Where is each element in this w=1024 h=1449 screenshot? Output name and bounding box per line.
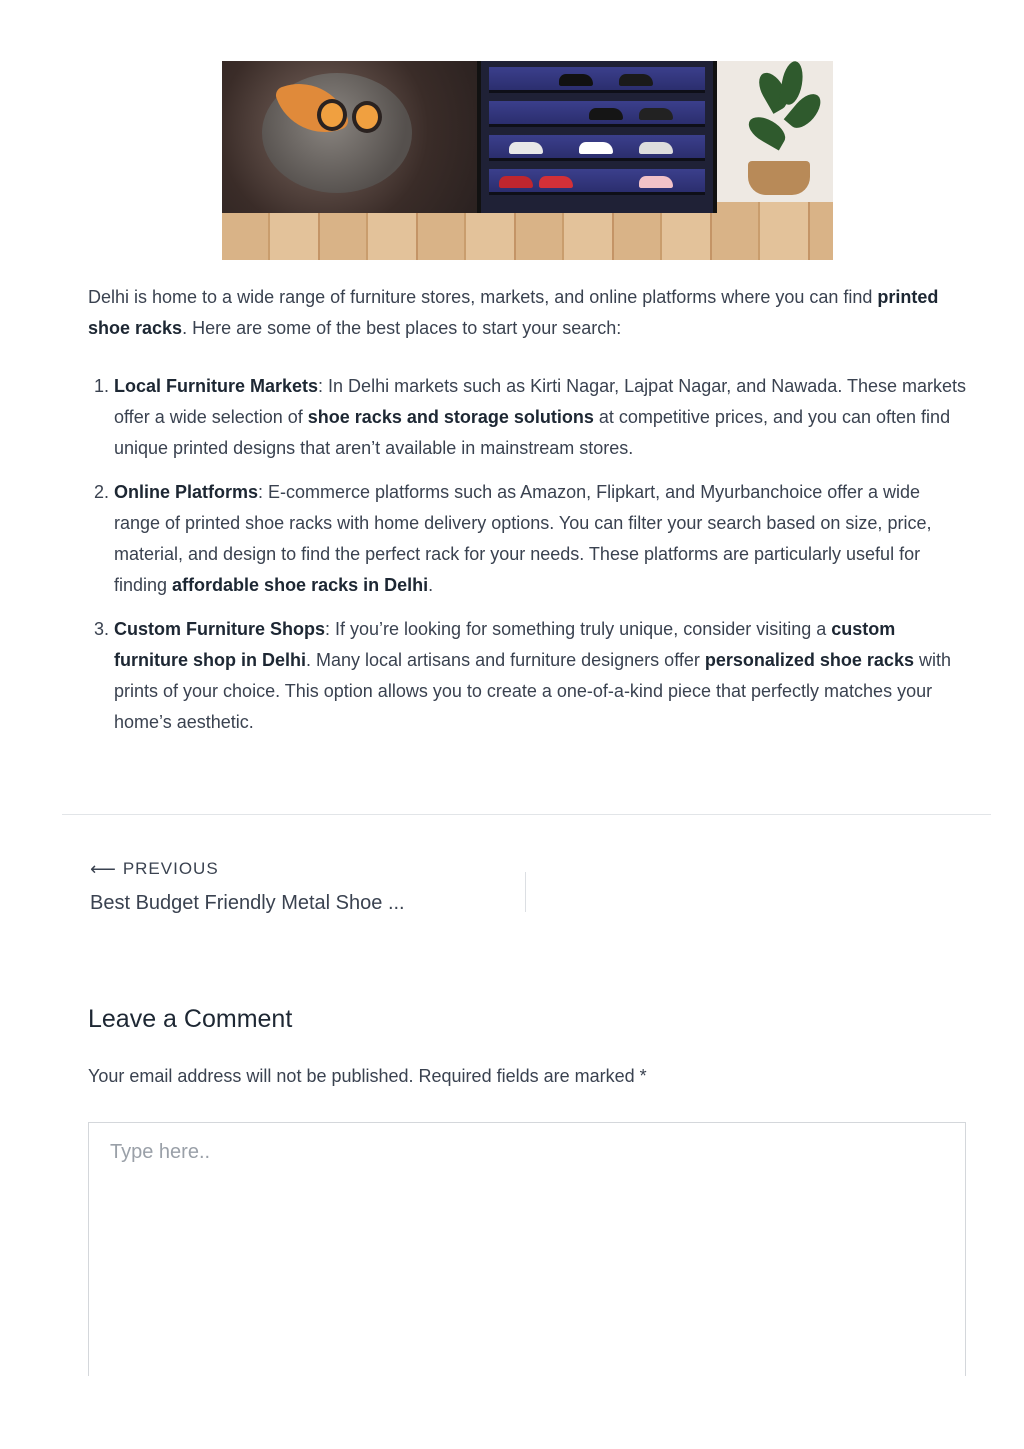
list-item-title: Local Furniture Markets (114, 376, 319, 396)
shelf (489, 135, 705, 161)
previous-post-link[interactable] (90, 856, 526, 882)
list-item (114, 614, 968, 738)
cartoon-eye (352, 101, 382, 133)
shelf (489, 67, 705, 93)
list-item-text: : If you’re looking for something truly unique, consider visiting a (325, 619, 832, 639)
article-body (88, 282, 968, 751)
list-item-text: with prints of your choice. This option allows you to create a one-of-a-kind piece that perfectly matches your home’s aesthetic. (114, 650, 951, 732)
shoe (639, 176, 673, 188)
intro-text: Delhi is home to a wide range of furniture stores, markets, and online platforms where you can find (88, 287, 878, 307)
comment-textarea[interactable] (88, 1122, 966, 1412)
shoe (639, 142, 673, 154)
previous-label: PREVIOUS (122, 859, 219, 878)
list-item-title: Online Platforms (114, 482, 259, 502)
previous-post-title[interactable]: Best Budget Friendly Metal Shoe ... (90, 892, 405, 914)
shoe (619, 74, 653, 86)
shoe (579, 142, 613, 154)
list-item (114, 371, 968, 464)
comment-note: Your email address will not be published. Required fields are marked * (88, 1066, 647, 1086)
intro-text: . Here are some of the best places to start your search: (182, 318, 622, 338)
shoe (499, 176, 533, 188)
shoe (539, 176, 573, 188)
list-item-keyword: shoe racks and storage solutions (307, 407, 594, 427)
list-item-text: : In Delhi markets such as Kirti Nagar, Lajpat Nagar, and Nawada. These markets offer a wide selection of (114, 376, 967, 427)
list-item (114, 477, 968, 601)
nav-separator (525, 872, 526, 912)
places-list (114, 371, 968, 738)
list-item-keyword: custom furniture shop in Delhi (114, 619, 896, 670)
cartoon-character (262, 73, 412, 193)
comment-heading: Leave a Comment (88, 1005, 293, 1033)
list-item-keyword: affordable shoe racks in Delhi (172, 575, 429, 595)
list-item-text: . Many local artisans and furniture designers offer (306, 650, 705, 670)
shoe-rack-image (222, 61, 833, 260)
list-item-text: . (428, 575, 434, 595)
list-item-text: : E-commerce platforms such as Amazon, Flipkart, and Myurbanchoice offer a wide range of printed shoe racks with home delivery options. You can filter your search based on size, price, material, and design to find the perfect rack for your needs. These platforms are particularly useful for finding (114, 482, 932, 595)
section-divider (62, 814, 991, 815)
post-navigation (90, 856, 526, 915)
shoe (639, 108, 673, 120)
list-item-keyword: personalized shoe racks (704, 650, 914, 670)
shoe (589, 108, 623, 120)
intro-paragraph (88, 282, 968, 344)
shelf (489, 101, 705, 127)
shelf (489, 169, 705, 195)
plant-pot (748, 161, 810, 195)
cartoon-eye (317, 99, 347, 131)
shoe (509, 142, 543, 154)
printed-cover (222, 61, 477, 213)
shoe (559, 74, 593, 86)
intro-keyword: printed shoe racks (88, 287, 939, 338)
page-bottom (0, 1376, 1024, 1449)
arrow-left-icon: ⟵ (90, 858, 117, 879)
rack-shelves (477, 61, 717, 213)
list-item-text: at competitive prices, and you can often find unique printed designs that aren’t available in mainstream stores. (114, 407, 951, 458)
list-item-title: Custom Furniture Shops (114, 619, 325, 639)
